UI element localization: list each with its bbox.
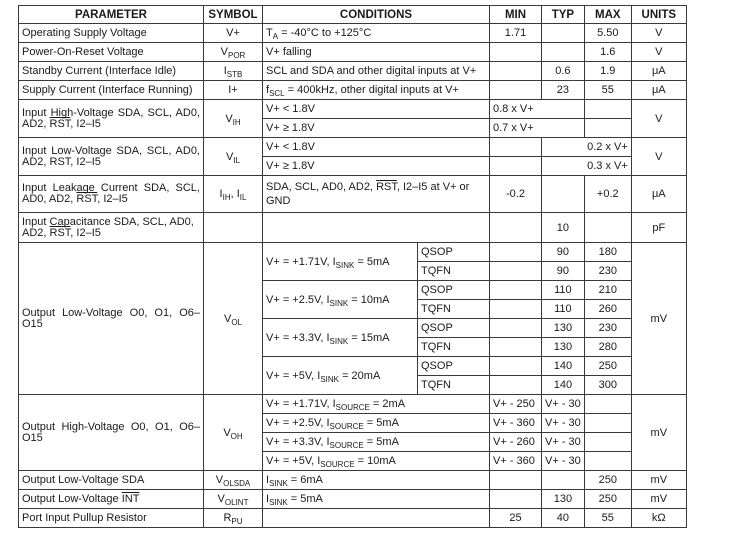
- max-cell: 5.50: [584, 24, 631, 43]
- symbol-cell: $V_{OH}$: [204, 395, 263, 471]
- max-cell: +0.2: [584, 176, 631, 213]
- min-cell: [490, 319, 542, 338]
- min-cell: 0.7 x V+: [490, 119, 585, 138]
- max-cell: 55: [584, 81, 631, 100]
- typ-cell: 140: [542, 376, 585, 395]
- param-cell: Port Input Pullup Resistor: [19, 509, 204, 528]
- max-cell: [584, 452, 631, 471]
- typ-cell: [542, 24, 585, 43]
- min-cell: [490, 376, 542, 395]
- min-cell: [490, 157, 542, 176]
- min-cell: [490, 281, 542, 300]
- max-cell: 1.6: [584, 43, 631, 62]
- header-max: MAX: [584, 6, 631, 24]
- unit-cell: μA: [631, 176, 686, 213]
- typ-cell: 90: [542, 243, 585, 262]
- max-cell: 230: [584, 262, 631, 281]
- unit-cell: mV: [631, 490, 686, 509]
- typ-cell: V+ - 30: [542, 414, 585, 433]
- condition-cell: V+ = +3.3V, $I_{SINK} = 15mA$: [263, 319, 418, 357]
- condition-cell: V+ = +2.5V, $I_{SINK} = 10mA$: [263, 281, 418, 319]
- header-conditions: CONDITIONS: [263, 6, 490, 24]
- min-cell: [490, 262, 542, 281]
- min-cell: [490, 213, 542, 243]
- table-row: [19, 509, 687, 528]
- max-cell: 0.2 x V+: [542, 138, 632, 157]
- table-row: [19, 471, 687, 490]
- typ-cell: 90: [542, 262, 585, 281]
- condition-cell: V+ = +5V, $I_{SINK} = 20mA$: [263, 357, 418, 395]
- min-cell: [490, 243, 542, 262]
- max-cell: [584, 433, 631, 452]
- symbol-cell: I+: [204, 81, 263, 100]
- typ-cell: [542, 43, 585, 62]
- table-row: [19, 395, 687, 414]
- min-cell: 0.8 x V+: [490, 100, 585, 119]
- package-cell: TQFN: [418, 300, 490, 319]
- symbol-cell: [204, 213, 263, 243]
- max-cell: 230: [584, 319, 631, 338]
- min-cell: [490, 490, 542, 509]
- symbol-cell: $R_{PU}$: [204, 509, 263, 528]
- symbol-cell: $I_{STB}$: [204, 62, 263, 81]
- min-cell: [490, 471, 542, 490]
- max-cell: 280: [584, 338, 631, 357]
- max-cell: [584, 213, 631, 243]
- unit-cell: mV: [631, 243, 686, 395]
- symbol-cell: $V_{IH}$: [204, 100, 263, 138]
- typ-cell: 130: [542, 490, 585, 509]
- table-row: [19, 138, 687, 157]
- typ-cell: 10: [542, 213, 585, 243]
- min-cell: V+ - 360: [490, 414, 542, 433]
- typ-cell: 140: [542, 357, 585, 376]
- min-cell: [490, 357, 542, 376]
- unit-cell: μA: [631, 81, 686, 100]
- unit-cell: kΩ: [631, 509, 686, 528]
- unit-cell: μA: [631, 62, 686, 81]
- max-cell: 250: [584, 471, 631, 490]
- min-cell: [490, 81, 542, 100]
- condition-cell: V+ falling: [263, 43, 490, 62]
- max-cell: [584, 119, 631, 138]
- condition-cell: V+ = +2.5V, $I_{SOURCE} = 5mA$: [263, 414, 490, 433]
- symbol-cell: $I_{IH}$, $I_{IL}$: [204, 176, 263, 213]
- header-units: UNITS: [631, 6, 686, 24]
- package-cell: TQFN: [418, 262, 490, 281]
- package-cell: QSOP: [418, 243, 490, 262]
- table-row: [19, 100, 687, 119]
- package-cell: TQFN: [418, 376, 490, 395]
- table-row: [19, 176, 687, 213]
- condition-cell: $T_A = -40^\circ C$ to +125°C: [263, 24, 490, 43]
- min-cell: [490, 62, 542, 81]
- condition-cell: V+ ≥ 1.8V: [263, 157, 490, 176]
- condition-cell: V+ = +1.71V, $I_{SOURCE} = 2mA$: [263, 395, 490, 414]
- condition-cell: [263, 509, 490, 528]
- min-cell: [490, 300, 542, 319]
- condition-cell: $f_{SCL} = 400kHz$, other digital inputs at V+: [263, 81, 490, 100]
- param-cell: Output High-Voltage O0, O1, O6–O15: [19, 395, 204, 471]
- max-cell: 55: [584, 509, 631, 528]
- table-row: [19, 490, 687, 509]
- max-cell: [584, 100, 631, 119]
- param-cell: Output Low-Voltage SDA: [19, 471, 204, 490]
- table-row: [19, 62, 687, 81]
- unit-cell: V: [631, 43, 686, 62]
- typ-cell: 0.6: [542, 62, 585, 81]
- max-cell: 180: [584, 243, 631, 262]
- unit-cell: V: [631, 24, 686, 43]
- param-cell: Input Leakage Current SDA, SCL, AD0, AD2, $\overline{RST}$, I2–I5: [19, 176, 204, 213]
- typ-cell: 23: [542, 81, 585, 100]
- param-cell: Output Low-Voltage O0, O1, O6–O15: [19, 243, 204, 395]
- typ-cell: [542, 471, 585, 490]
- condition-cell: V+ < 1.8V: [263, 100, 490, 119]
- param-cell: Output Low-Voltage $\overline{INT}$: [19, 490, 204, 509]
- table-row: [19, 81, 687, 100]
- unit-cell: pF: [631, 213, 686, 243]
- symbol-cell: $V_{OLSDA}$: [204, 471, 263, 490]
- max-cell: 250: [584, 357, 631, 376]
- unit-cell: mV: [631, 471, 686, 490]
- condition-cell: V+ = +1.71V, $I_{SINK} = 5mA$: [263, 243, 418, 281]
- condition-cell: V+ = +5V, $I_{SOURCE} = 10mA$: [263, 452, 490, 471]
- min-cell: [490, 138, 542, 157]
- package-cell: QSOP: [418, 319, 490, 338]
- param-cell: Supply Current (Interface Running): [19, 81, 204, 100]
- typ-cell: V+ - 30: [542, 395, 585, 414]
- max-cell: 0.3 x V+: [542, 157, 632, 176]
- typ-cell: 110: [542, 300, 585, 319]
- condition-cell: $I_{SINK} = 5mA$: [263, 490, 490, 509]
- symbol-cell: $V_{OLINT}$: [204, 490, 263, 509]
- condition-cell: V+ < 1.8V: [263, 138, 490, 157]
- symbol-cell: $V_{POR}$: [204, 43, 263, 62]
- condition-cell: [263, 213, 490, 243]
- typ-cell: 130: [542, 319, 585, 338]
- electrical-characteristics-table: [18, 5, 687, 528]
- typ-cell: V+ - 30: [542, 433, 585, 452]
- min-cell: V+ - 260: [490, 433, 542, 452]
- max-cell: 250: [584, 490, 631, 509]
- min-cell: V+ - 250: [490, 395, 542, 414]
- package-cell: QSOP: [418, 357, 490, 376]
- max-cell: [584, 395, 631, 414]
- condition-cell: V+ = +3.3V, $I_{SOURCE} = 5mA$: [263, 433, 490, 452]
- symbol-cell: $V_{IL}$: [204, 138, 263, 176]
- min-cell: V+ - 360: [490, 452, 542, 471]
- unit-cell: mV: [631, 395, 686, 471]
- max-cell: 260: [584, 300, 631, 319]
- table-row: [19, 243, 687, 262]
- table-row: [19, 43, 687, 62]
- header-row: [19, 6, 687, 24]
- condition-cell: SDA, SCL, AD0, AD2, $\overline{RST}$, I2–I5 at V+ or GND: [263, 176, 490, 213]
- symbol-cell: V+: [204, 24, 263, 43]
- header-parameter: PARAMETER: [19, 6, 204, 24]
- condition-cell: $I_{SINK} = 6mA$: [263, 471, 490, 490]
- typ-cell: 130: [542, 338, 585, 357]
- typ-cell: V+ - 30: [542, 452, 585, 471]
- typ-cell: 110: [542, 281, 585, 300]
- param-cell: Operating Supply Voltage: [19, 24, 204, 43]
- package-cell: QSOP: [418, 281, 490, 300]
- max-cell: 300: [584, 376, 631, 395]
- param-cell: Input Low-Voltage SDA, SCL, AD0, AD2, RST, I2–I5: [19, 138, 204, 176]
- max-cell: [584, 414, 631, 433]
- header-min: MIN: [490, 6, 542, 24]
- param-cell: Input High-Voltage SDA, SCL, AD0, AD2, $\overline{RST}$, I2–I5: [19, 100, 204, 138]
- package-cell: TQFN: [418, 338, 490, 357]
- param-cell: Power-On-Reset Voltage: [19, 43, 204, 62]
- table-row: [19, 24, 687, 43]
- min-cell: 1.71: [490, 24, 542, 43]
- typ-cell: [542, 176, 585, 213]
- condition-cell: SCL and SDA and other digital inputs at V+: [263, 62, 490, 81]
- min-cell: [490, 43, 542, 62]
- condition-cell: V+ ≥ 1.8V: [263, 119, 490, 138]
- min-cell: [490, 338, 542, 357]
- unit-cell: V: [631, 138, 686, 176]
- param-cell: Input Capacitance SDA, SCL, AD0, AD2, $\overline{RST}$, I2–I5: [19, 213, 204, 243]
- symbol-cell: $V_{OL}$: [204, 243, 263, 395]
- header-typ: TYP: [542, 6, 585, 24]
- header-symbol: SYMBOL: [204, 6, 263, 24]
- min-cell: 25: [490, 509, 542, 528]
- typ-cell: 40: [542, 509, 585, 528]
- param-cell: Standby Current (Interface Idle): [19, 62, 204, 81]
- table-row: [19, 213, 687, 243]
- max-cell: 1.9: [584, 62, 631, 81]
- max-cell: 210: [584, 281, 631, 300]
- min-cell: -0.2: [490, 176, 542, 213]
- unit-cell: V: [631, 100, 686, 138]
